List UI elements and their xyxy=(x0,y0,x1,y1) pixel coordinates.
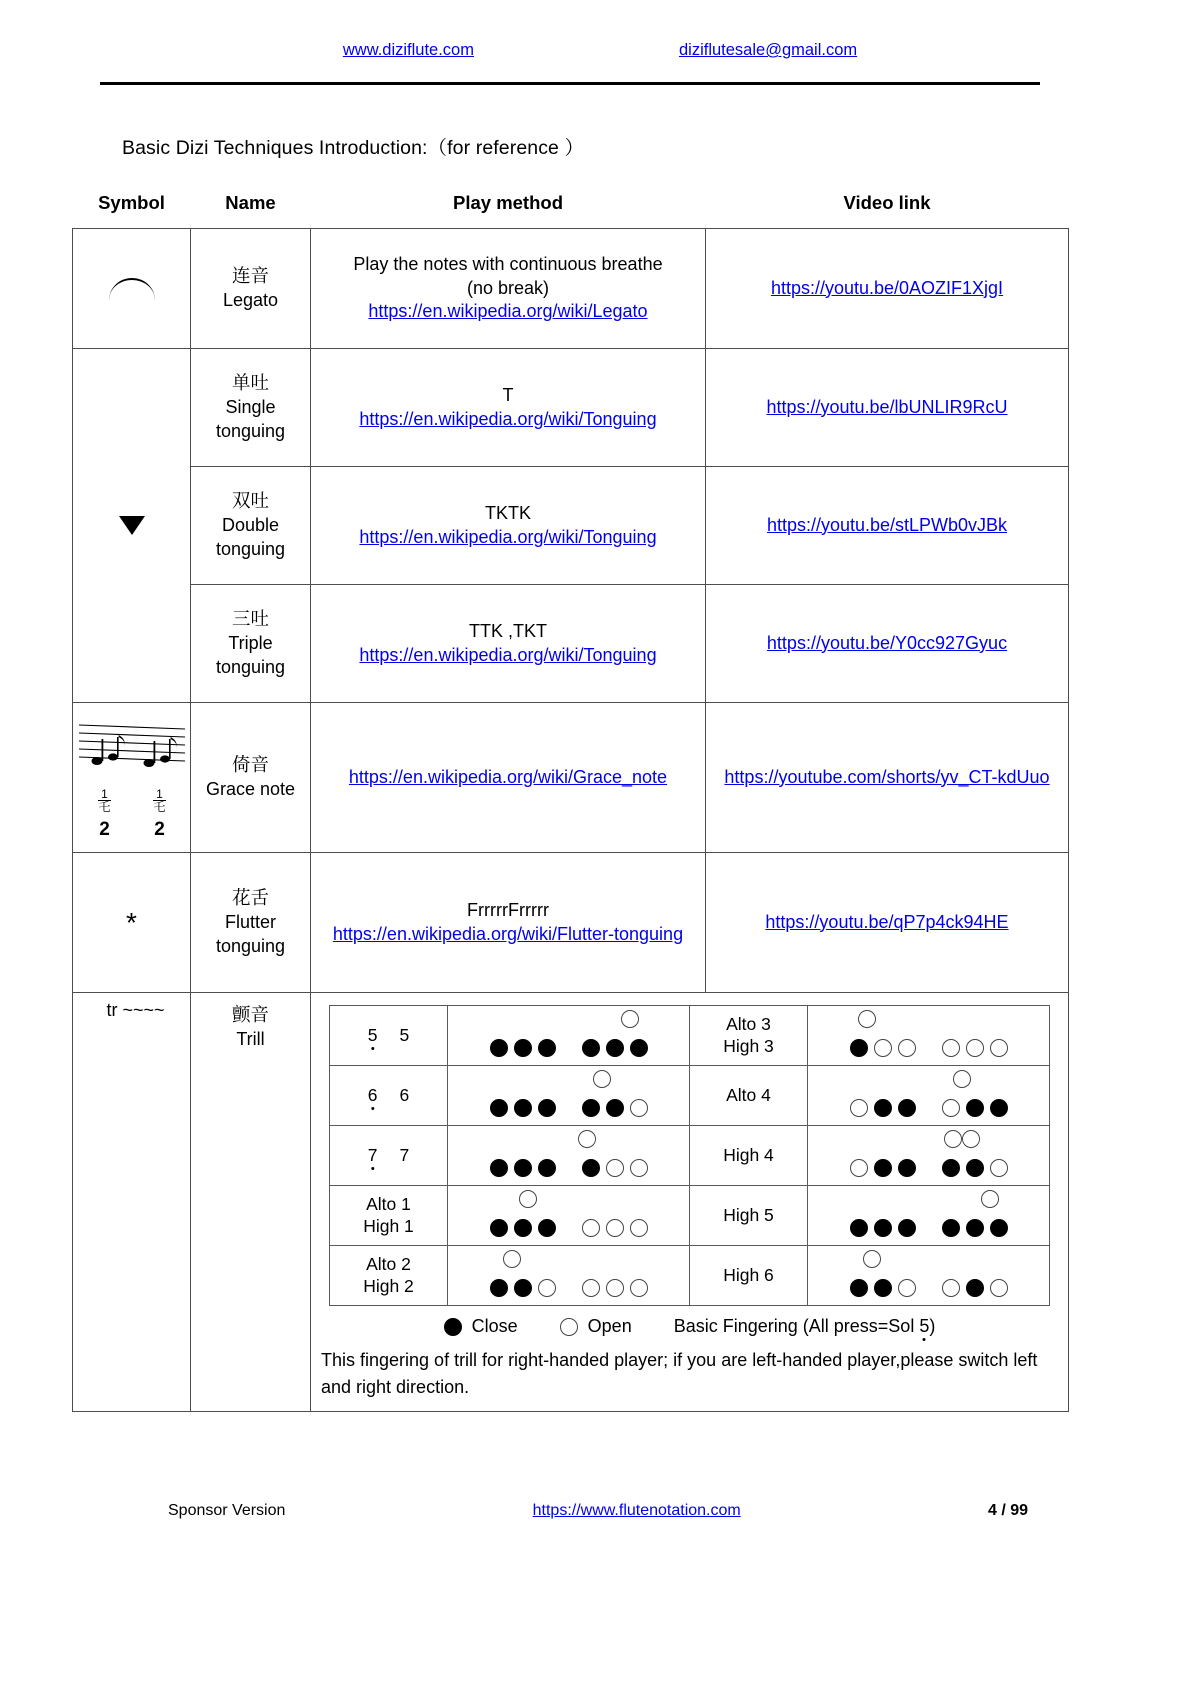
fingering-label: High 5 xyxy=(723,1204,774,1225)
finger-hole-open xyxy=(630,1159,648,1177)
symbol-cell-grace-note xyxy=(73,703,191,853)
grace-note-fractions xyxy=(77,788,187,814)
upper-hole-group xyxy=(981,1190,999,1214)
blow-hole-open xyxy=(863,1250,881,1268)
hole-diagram xyxy=(810,1191,1047,1241)
hole-row xyxy=(810,1279,1047,1297)
finger-hole-closed xyxy=(898,1099,916,1117)
finger-hole-closed xyxy=(582,1039,600,1057)
fingering-row xyxy=(330,1006,1050,1066)
finger-hole-closed xyxy=(538,1159,556,1177)
techniques-table xyxy=(72,178,1069,1412)
column-header-name: Name xyxy=(225,192,276,213)
video-link-cell-legato xyxy=(706,229,1069,349)
name-chinese-trill: 颤音 xyxy=(231,1004,269,1025)
finger-hole-closed xyxy=(990,1219,1008,1237)
finger-hole-closed xyxy=(490,1039,508,1057)
fingering-label-cell-left xyxy=(330,1006,448,1066)
finger-hole-open xyxy=(874,1039,892,1057)
legend-open-label: Open xyxy=(587,1316,632,1336)
play-method-cell-flutter-tonguing xyxy=(311,853,706,993)
name-english-triple-tonguing: Triple tonguing xyxy=(215,632,286,677)
hole-row xyxy=(810,1159,1047,1177)
fingering-number-pair xyxy=(332,1025,445,1046)
finger-hole-closed xyxy=(942,1219,960,1237)
finger-hole-closed xyxy=(898,1159,916,1177)
blow-hole-open xyxy=(593,1070,611,1088)
blow-hole-open xyxy=(962,1130,980,1148)
blow-hole-open xyxy=(858,1010,876,1028)
name-chinese-triple-tonguing: 三吐 xyxy=(231,608,269,630)
table-row-single-tonguing xyxy=(73,349,1069,467)
upper-hole-group xyxy=(944,1130,980,1154)
fingering-holes-cell-left xyxy=(448,1066,690,1126)
column-header-play-method: Play method xyxy=(453,192,563,213)
hole-diagram xyxy=(810,1251,1047,1301)
legend-close-label: Close xyxy=(471,1316,518,1336)
fingering-label-cell-right xyxy=(690,1126,808,1186)
grace-note-staff-icon xyxy=(77,717,187,842)
header-divider xyxy=(100,82,1040,85)
symbol-cell-flutter-tonguing xyxy=(73,853,191,993)
finger-hole-closed xyxy=(490,1219,508,1237)
email-link[interactable]: diziflutesale@gmail.com xyxy=(678,41,858,59)
fingering-number-left xyxy=(368,1085,378,1106)
name-cell-legato xyxy=(191,229,311,349)
grace-fraction-right-den: 乇 xyxy=(153,800,166,815)
table-row-trill xyxy=(73,993,1069,1412)
grace-fraction-left xyxy=(98,788,111,814)
name-cell-flutter-tonguing xyxy=(191,853,311,993)
play-method-line-2: (no break) xyxy=(466,277,550,298)
footer-website-link[interactable]: https://www.flutenotation.com xyxy=(532,1502,741,1519)
play-method-wiki-link-legato[interactable]: https://en.wikipedia.org/wiki/Legato xyxy=(368,301,648,322)
hole-row xyxy=(810,1099,1047,1117)
fingering-number-right: 6 xyxy=(399,1084,410,1105)
hole-diagram xyxy=(450,1191,687,1241)
finger-hole-open xyxy=(850,1099,868,1117)
fingering-holes-cell-left xyxy=(448,1246,690,1306)
finger-hole-closed xyxy=(538,1219,556,1237)
legend-basic-fingering: Basic Fingering (All press=Sol 5) xyxy=(673,1316,936,1336)
name-cell-double-tonguing xyxy=(191,467,311,585)
video-link-flutter-tonguing[interactable]: https://youtu.be/qP7p4ck94HE xyxy=(765,911,1009,932)
name-chinese-single-tonguing: 单吐 xyxy=(231,372,269,394)
grace-fraction-left-den: 乇 xyxy=(98,800,111,815)
play-method-line-1: Play the notes with continuous breathe xyxy=(353,253,663,274)
name-chinese-double-tonguing: 双吐 xyxy=(231,490,269,512)
fingering-label-cell-right xyxy=(690,1186,808,1246)
open-hole-icon xyxy=(560,1318,578,1336)
finger-hole-open xyxy=(966,1039,984,1057)
fingering-holes-cell-right xyxy=(808,1066,1050,1126)
fingering-label: High 4 xyxy=(723,1144,774,1165)
finger-hole-open xyxy=(630,1219,648,1237)
name-cell-triple-tonguing xyxy=(191,585,311,703)
triangle-down-icon xyxy=(119,516,145,535)
finger-hole-closed xyxy=(514,1279,532,1297)
symbol-cell-legato xyxy=(73,229,191,349)
low-octave-number: 6 xyxy=(367,1084,378,1105)
low-octave-number: 5 xyxy=(367,1024,378,1045)
finger-hole-closed xyxy=(490,1159,508,1177)
column-header-symbol: Symbol xyxy=(98,192,165,213)
close-hole-icon xyxy=(444,1318,462,1336)
video-link-cell-double-tonguing xyxy=(706,467,1069,585)
finger-hole-closed xyxy=(514,1159,532,1177)
grace-fraction-right-num: 1 xyxy=(156,786,163,801)
fingering-chart-cell xyxy=(311,993,1069,1412)
hole-row xyxy=(450,1279,687,1297)
finger-hole-closed xyxy=(606,1099,624,1117)
video-link-double-tonguing[interactable]: https://youtu.be/stLPWb0vJBk xyxy=(766,514,1008,535)
finger-hole-closed xyxy=(490,1099,508,1117)
finger-hole-closed xyxy=(990,1099,1008,1117)
finger-hole-closed xyxy=(850,1219,868,1237)
trill-mark-text: tr ~~~~ xyxy=(106,1000,165,1020)
finger-hole-open xyxy=(606,1159,624,1177)
blow-hole-open xyxy=(944,1130,962,1148)
grace-number-right: 2 xyxy=(154,818,165,840)
play-method-single-tonguing: T xyxy=(502,384,514,405)
fingering-label-cell-right xyxy=(690,1006,808,1066)
name-cell-grace-note xyxy=(191,703,311,853)
fingering-label: Alto 4 xyxy=(726,1084,771,1105)
finger-hole-closed xyxy=(850,1279,868,1297)
fingering-holes-cell-left xyxy=(448,1186,690,1246)
page-title: Basic Dizi Techniques Introduction:（for reference ） xyxy=(122,137,585,159)
name-english-flutter-tonguing: Flutter tonguing xyxy=(215,911,286,956)
blow-hole-open xyxy=(503,1250,521,1268)
fingering-label-top: Alto 1 xyxy=(366,1194,411,1215)
upper-hole-group xyxy=(519,1190,537,1214)
fingering-holes-cell-right xyxy=(808,1186,1050,1246)
fingering-label-bottom: High 3 xyxy=(723,1035,774,1056)
upper-hole-group xyxy=(953,1070,971,1094)
fingering-number-right: 5 xyxy=(399,1024,410,1045)
page-footer xyxy=(0,1502,1200,1520)
finger-hole-open xyxy=(606,1279,624,1297)
blow-hole-open xyxy=(981,1190,999,1208)
finger-hole-open xyxy=(538,1279,556,1297)
finger-hole-closed xyxy=(514,1039,532,1057)
finger-hole-closed xyxy=(490,1279,508,1297)
hole-diagram xyxy=(810,1131,1047,1181)
fingering-holes-cell-left xyxy=(448,1126,690,1186)
fingering-holes-cell-right xyxy=(808,1006,1050,1066)
fingering-row xyxy=(330,1186,1050,1246)
fingering-label-cell-left xyxy=(330,1066,448,1126)
upper-hole-group xyxy=(863,1250,881,1274)
name-cell-single-tonguing xyxy=(191,349,311,467)
play-method-wiki-link-triple-tonguing[interactable]: https://en.wikipedia.org/wiki/Tonguing xyxy=(359,644,657,665)
play-method-cell-legato xyxy=(311,229,706,349)
fingering-number-right: 7 xyxy=(399,1144,410,1165)
blow-hole-open xyxy=(953,1070,971,1088)
finger-hole-closed xyxy=(582,1099,600,1117)
play-method-wiki-link-grace-note[interactable]: https://en.wikipedia.org/wiki/Grace_note xyxy=(348,766,668,787)
fingering-row xyxy=(330,1066,1050,1126)
play-method-wiki-link-double-tonguing[interactable]: https://en.wikipedia.org/wiki/Tonguing xyxy=(359,526,657,547)
upper-hole-group xyxy=(578,1130,596,1154)
finger-hole-closed xyxy=(874,1279,892,1297)
play-method-cell-grace-note xyxy=(311,703,706,853)
video-link-legato[interactable]: https://youtu.be/0AOZIF1XjgI xyxy=(770,277,1004,298)
play-method-double-tonguing: TKTK xyxy=(484,502,531,523)
play-method-cell-single-tonguing xyxy=(311,349,706,467)
table-row-grace-note xyxy=(73,703,1069,853)
finger-hole-closed xyxy=(966,1099,984,1117)
slur-arc-icon xyxy=(109,278,155,300)
fingering-holes-cell-left xyxy=(448,1006,690,1066)
finger-hole-open xyxy=(630,1279,648,1297)
fingering-note: This fingering of trill for right-handed player; if you are left-handed player,please switch left and right direction. xyxy=(321,1349,1038,1397)
hole-row xyxy=(450,1099,687,1117)
hole-row xyxy=(450,1219,687,1237)
fingering-number-left xyxy=(368,1025,378,1046)
name-chinese-flutter-tonguing: 花舌 xyxy=(231,887,269,909)
upper-hole-group xyxy=(593,1070,611,1094)
name-chinese-grace-note: 倚音 xyxy=(231,754,269,776)
finger-hole-open xyxy=(942,1039,960,1057)
footer-page-number: 4 / 99 xyxy=(987,1502,1028,1519)
fingering-legend xyxy=(317,1315,1062,1339)
video-link-grace-note[interactable]: https://youtube.com/shorts/yv_CT-kdUuo xyxy=(724,766,1050,787)
play-method-flutter-tonguing: FrrrrrFrrrrr xyxy=(467,899,549,920)
footer-link-wrap xyxy=(285,1502,988,1520)
table-row-triple-tonguing xyxy=(73,585,1069,703)
name-english-single-tonguing: Single tonguing xyxy=(215,396,286,441)
fingering-holes-cell-right xyxy=(808,1246,1050,1306)
grace-fraction-left-num: 1 xyxy=(101,786,108,801)
finger-hole-closed xyxy=(850,1039,868,1057)
finger-hole-open xyxy=(942,1279,960,1297)
fingering-label-bottom: High 2 xyxy=(363,1275,414,1296)
blow-hole-open xyxy=(621,1010,639,1028)
finger-hole-closed xyxy=(514,1099,532,1117)
video-link-cell-grace-note xyxy=(706,703,1069,853)
symbol-cell-trill xyxy=(73,993,191,1412)
fingering-number-left xyxy=(368,1145,378,1166)
finger-hole-open xyxy=(942,1099,960,1117)
fingering-label-cell-left xyxy=(330,1126,448,1186)
page-header xyxy=(0,0,1200,60)
fingering-label-cell-right xyxy=(690,1246,808,1306)
name-english-double-tonguing: Double tonguing xyxy=(215,514,286,559)
name-cell-trill xyxy=(191,993,311,1412)
name-chinese-legato: 连音 xyxy=(231,265,269,287)
finger-hole-closed xyxy=(898,1219,916,1237)
finger-hole-open xyxy=(990,1159,1008,1177)
hole-row xyxy=(450,1159,687,1177)
play-method-wiki-link-flutter-tonguing[interactable]: https://en.wikipedia.org/wiki/Flutter-tonguing xyxy=(332,923,684,944)
video-link-triple-tonguing[interactable]: https://youtu.be/Y0cc927Gyuc xyxy=(766,632,1008,653)
grace-note-svg xyxy=(77,717,187,779)
hole-diagram xyxy=(450,1071,687,1121)
hole-diagram xyxy=(810,1071,1047,1121)
hole-row xyxy=(810,1219,1047,1237)
upper-hole-group xyxy=(503,1250,521,1274)
fingering-holes-cell-right xyxy=(808,1126,1050,1186)
fingering-row xyxy=(330,1126,1050,1186)
hole-diagram xyxy=(810,1011,1047,1061)
table-header-row xyxy=(73,178,1069,229)
video-link-cell-single-tonguing xyxy=(706,349,1069,467)
hole-diagram xyxy=(450,1011,687,1061)
play-method-triple-tonguing: TTK ,TKT xyxy=(469,620,547,641)
blow-hole-open xyxy=(578,1130,596,1148)
play-method-cell-triple-tonguing xyxy=(311,585,706,703)
blow-hole-open xyxy=(519,1190,537,1208)
finger-hole-closed xyxy=(874,1159,892,1177)
finger-hole-open xyxy=(850,1159,868,1177)
fingering-label-cell-left xyxy=(330,1186,448,1246)
table-row-legato xyxy=(73,229,1069,349)
play-method-cell-double-tonguing xyxy=(311,467,706,585)
name-english-legato: Legato xyxy=(222,289,279,310)
fingering-label-cell-right xyxy=(690,1066,808,1126)
table-row-double-tonguing xyxy=(73,467,1069,585)
column-header-video-link: Video link xyxy=(843,192,931,213)
symbol-cell-tonguing xyxy=(73,349,191,703)
video-link-cell-triple-tonguing xyxy=(706,585,1069,703)
fingering-label-bottom: High 1 xyxy=(363,1215,414,1236)
finger-hole-open xyxy=(990,1039,1008,1057)
finger-hole-closed xyxy=(606,1039,624,1057)
grace-fraction-right xyxy=(153,788,166,814)
fingering-number-pair xyxy=(332,1145,445,1166)
finger-hole-open xyxy=(582,1219,600,1237)
fingering-chart-table xyxy=(329,1005,1050,1306)
hole-row xyxy=(450,1039,687,1057)
finger-hole-closed xyxy=(966,1219,984,1237)
finger-hole-closed xyxy=(538,1039,556,1057)
finger-hole-closed xyxy=(966,1279,984,1297)
fingering-label: High 6 xyxy=(723,1264,774,1285)
finger-hole-closed xyxy=(630,1039,648,1057)
website-link[interactable]: www.diziflute.com xyxy=(342,41,474,59)
fingering-label-cell-left xyxy=(330,1246,448,1306)
name-english-grace-note: Grace note xyxy=(205,778,296,799)
name-english-trill: Trill xyxy=(236,1028,265,1049)
grace-number-left: 2 xyxy=(99,818,110,840)
finger-hole-open xyxy=(898,1039,916,1057)
finger-hole-closed xyxy=(514,1219,532,1237)
finger-hole-closed xyxy=(874,1099,892,1117)
finger-hole-open xyxy=(606,1219,624,1237)
finger-hole-closed xyxy=(966,1159,984,1177)
fingering-label-top: Alto 2 xyxy=(366,1254,411,1275)
low-octave-number: 7 xyxy=(367,1144,378,1165)
finger-hole-open xyxy=(582,1279,600,1297)
finger-hole-open xyxy=(630,1099,648,1117)
finger-hole-open xyxy=(898,1279,916,1297)
play-method-wiki-link-single-tonguing[interactable]: https://en.wikipedia.org/wiki/Tonguing xyxy=(359,408,657,429)
grace-note-numbers xyxy=(77,817,187,842)
upper-hole-group xyxy=(858,1010,876,1034)
finger-hole-open xyxy=(990,1279,1008,1297)
finger-hole-closed xyxy=(582,1159,600,1177)
sol-note-number: 5 xyxy=(919,1316,930,1336)
fingering-number-pair xyxy=(332,1085,445,1106)
hole-diagram xyxy=(450,1131,687,1181)
finger-hole-closed xyxy=(942,1159,960,1177)
video-link-cell-flutter-tonguing xyxy=(706,853,1069,993)
upper-hole-group xyxy=(621,1010,639,1034)
finger-hole-closed xyxy=(538,1099,556,1117)
asterisk-icon: * xyxy=(126,906,137,938)
hole-diagram xyxy=(450,1251,687,1301)
hole-row xyxy=(810,1039,1047,1057)
footer-version-label: Sponsor Version xyxy=(168,1502,286,1519)
video-link-single-tonguing[interactable]: https://youtu.be/lbUNLIR9RcU xyxy=(766,396,1008,417)
fingering-label-top: Alto 3 xyxy=(726,1014,771,1035)
table-row-flutter-tonguing xyxy=(73,853,1069,993)
finger-hole-closed xyxy=(874,1219,892,1237)
fingering-row xyxy=(330,1246,1050,1306)
